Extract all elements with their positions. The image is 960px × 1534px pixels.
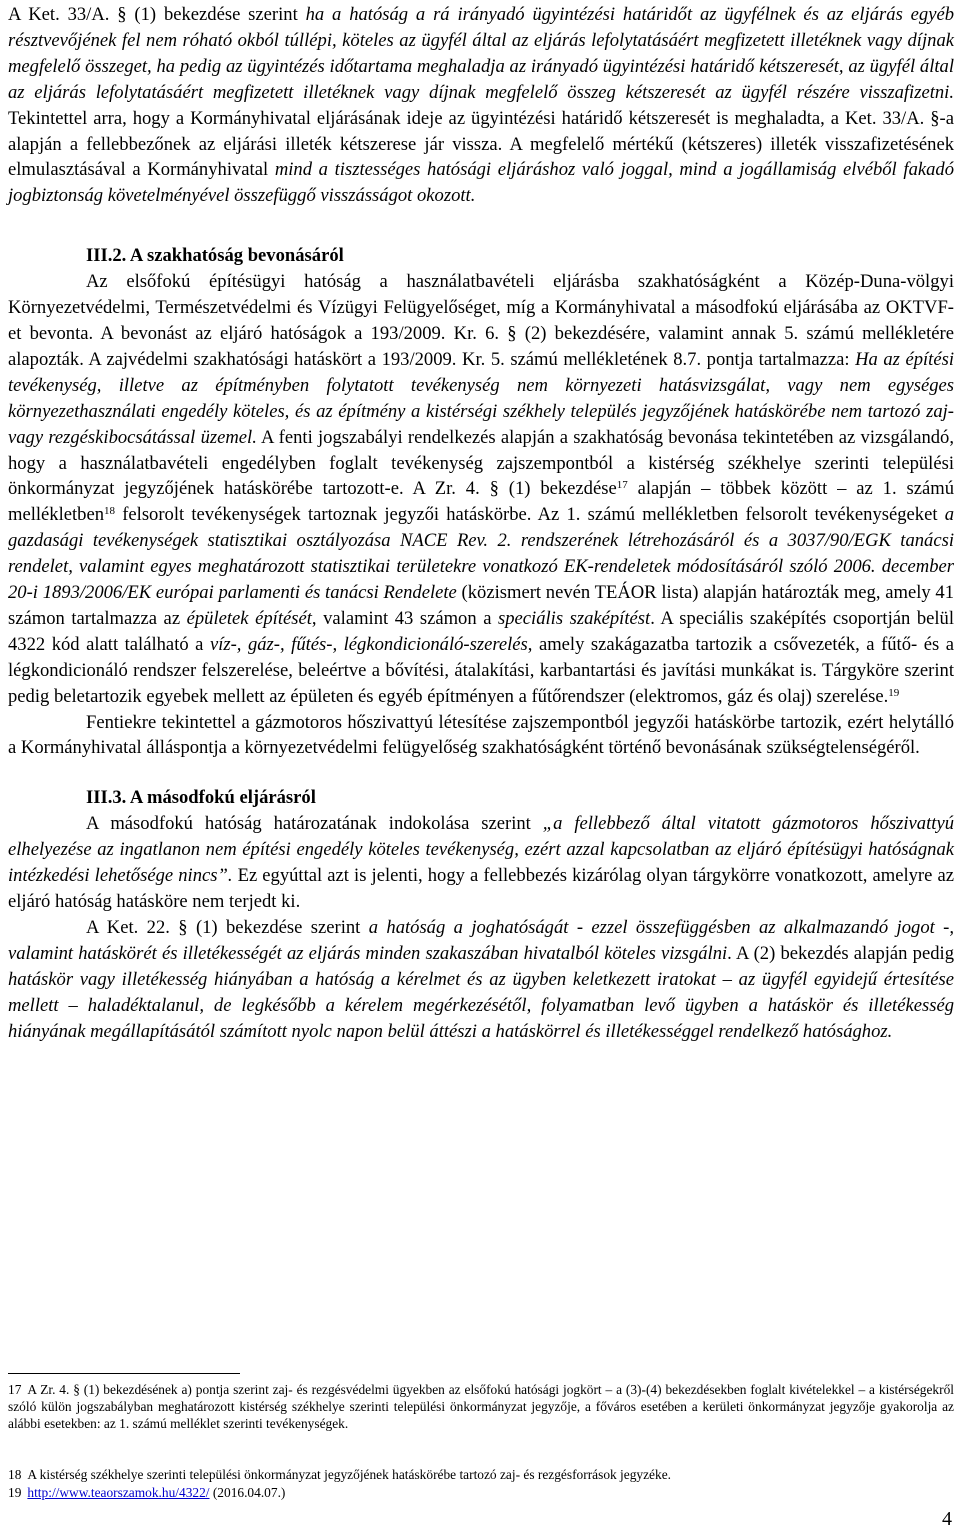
text-run: Az elsőfokú építésügyi hatóság a használatbavételi eljárásba szakhatóságként a Közép-Duna-völgyi Környezetvédelmi, Természetvédelmi és Vízügyi Felügyelőséget, míg a Kormányhivatal a másodfokú eljárásába az OKTVF-et bevonta. A bevonást az eljáró hatóságok a 193/2009. Kr. 6. § (2) bekezdésére, valamint annak 5. számú mellékletére alapozták. A zajvédelmi szakhatósági hatáskört a 193/2009. Kr. 5. számú mellékletének 8.7. pontja tartalmazza: bbox=[8, 271, 954, 370]
footnote-text: A kistérség székhelye szerinti települési önkormányzat jegyzőjének hatáskörébe tartozó zaj- és rezgésforrások jegyzéke. bbox=[27, 1467, 671, 1482]
quoted-law-text: a gazdasági tevékenységek statisztikai osztályozása NACE Rev. 2. rendszerének létrehozásáról és a 3037/90/EGK tanácsi rendelet, valamint egyes meghatározott statisztikai területekre vonatkozó EK-rendeletek módosításáról szóló 2006. december 20-i 1893/2006/EK európai parlamenti és tanácsi Rendelete bbox=[8, 504, 954, 604]
paragraph-ket-22 bbox=[8, 915, 954, 1045]
footnote-number: 17 bbox=[8, 1382, 22, 1397]
text-run: Ez egyúttal azt is jelenti, hogy a fellebbezés kizárólag olyan tárgykörre vonatkozott, amelyre az eljáró hatóság hatásköre nem terjedt ki. bbox=[8, 865, 954, 912]
text-run: alapján – többek között – az 1. számú mellékletben bbox=[8, 478, 954, 526]
text-run: , valamint 43 számon a bbox=[311, 607, 498, 629]
quoted-law-text: mind a tisztességes hatósági eljáráshoz való joggal, mind a jogállamiság elvéből fakadó jogbiztonság követelményével összefüggő visszásságot okozott. bbox=[8, 159, 955, 207]
paragraph-masodfoku bbox=[8, 811, 954, 915]
footnote-ref-18[interactable]: 18 bbox=[104, 505, 116, 518]
text-run: A Ket. 22. § (1) bekezdése szerint bbox=[86, 916, 369, 938]
footnote-18 bbox=[8, 1466, 954, 1483]
paragraph-szakhatosag bbox=[8, 269, 954, 709]
text-run: . A speciális szaképítés csoportján belül 4322 kód alatt található a bbox=[8, 607, 955, 655]
quoted-law-text: Ha az építési tevékenység, illetve az építményben folytatott tevékenység nem környezeti hatásvizsgálat, vagy nem egységes környezethasználati engedély köteles, és az építmény a kistérségi székhely település jegyzőjének hatáskörébe nem tartozó zaj- vagy rezgéskibocsátással üzemel. bbox=[8, 348, 954, 448]
footnote-date: (2016.04.07.) bbox=[209, 1485, 286, 1500]
footnote-text: A Zr. 4. § (1) bekezdésének a) pontja szerint zaj- és rezgésvédelmi ügyekben az elsőfokú hatósági jogkört – a (3)-(4) bekezdésekben foglalt kivételekkel – a kistérségekről szóló külön jogszabályban meghatározott kistérség székhelye szerinti települési önkormányzat jegyzője, a főváros esetében a kerületi önkormányzat jegyzője gyakorolja az alábbi esetekben: az 1. számú melléklet szerinti tevékenységek. bbox=[8, 1382, 954, 1432]
footnote-ref-17[interactable]: 17 bbox=[616, 479, 628, 492]
text-run: Tekintettel arra, hogy a Kormányhivatal eljárásának ideje az ügyintézési határidő kétszeresét is meghaladta, a Ket. 33/A. §-a alapján a fellebbezőnek az eljárási illeték kétszerese jár vissza. A megfelelő mértékű (kétszeres) illeték visszafizetésének elmulasztásával a Kormányhivatal bbox=[8, 107, 954, 181]
teaor-link[interactable]: http://www.teaorszamok.hu/4322/ bbox=[27, 1485, 210, 1500]
text-run: (közismert nevén TEÁOR lista) alapján határozták meg, amely 41 számon tartalmazza az bbox=[8, 582, 955, 629]
quoted-law-text: épületek építését bbox=[186, 607, 312, 629]
footnote-number: 19 bbox=[8, 1485, 22, 1500]
text-run: A másodfokú hatóság határozatának indokolása szerint bbox=[86, 813, 543, 835]
quoted-law-text: speciális szaképítést bbox=[498, 607, 651, 629]
text-run: A fenti jogszabályi rendelkezés alapján a szakhatóság bevonása tekintetében az vizsgálandó, hogy a használatbavételi engedélyben foglalt tevékenység zajszempontból a kistérség székhelye szerinti települési önkormányzat jegyzőjének hatáskörébe tartozott-e. A Zr. 4. § (1) bekezdése bbox=[8, 426, 954, 500]
text-run: felsorolt tevékenységek tartoznak jegyzői hatáskörbe. Az 1. számú mellékletben felsorolt tevékenységeket bbox=[115, 504, 945, 526]
text-run: A Ket. 33/A. § (1) bekezdése szerint bbox=[8, 4, 306, 25]
quoted-law-text: „a fellebbező által vitatott gázmotoros hőszivattyú elhelyezése az ingatlanon nem építési engedély köteles tevékenység, ezért azzal kapcsolatban az eljáró építésügyi hatóságnak intézkedési lehetősége nincs”. bbox=[8, 813, 954, 887]
text-run: . A (2) bekezdés alapján pedig bbox=[727, 942, 954, 964]
section-heading-iii-3: III.3. A másodfokú eljárásról bbox=[86, 787, 316, 809]
quoted-law-text: ha a hatóság a rá irányadó ügyintézési határidőt az ügyfélnek és az eljárás egyéb résztvevőjének fel nem róható okból túllépi, köteles az ügyfél által az eljárás lefolytatásáért megfizetett illetéknek vagy díjnak megfelelő összeget, ha pedig az ügyintézés időtartama meghaladja az irányadó ügyintézési határidő kétszeresét, az ügyfél által az eljárás lefolytatásáért megfizetett illetéknek vagy díjnak megfelelő összeg kétszeresét az ügyfél részére visszafizetni. bbox=[8, 4, 955, 103]
quoted-law-text: a hatóság a joghatóságát - ezzel összefüggésben az alkalmazandó jogot -, valamint hatáskörét és illetékességét az eljárás minden szakaszában hivatalból köteles vizsgálni bbox=[8, 916, 954, 964]
text-run: , amely szakágazatba tartozik a csővezeték, a fűtő- és a légkondicionáló rendszer felszerelése, beleértve a bővítési, átalakítási, karbantartási és javítási munkákat is. Tárgyköre szerint pedig beletartozik egyebek mellett az épületen és egyéb építményen a fűtőrendszer (elektromos, gáz és olaj) szerelése. bbox=[8, 633, 954, 707]
quoted-law-text: víz-, gáz-, fűtés-, légkondicionáló-szerelés bbox=[209, 633, 528, 655]
document-body bbox=[8, 2, 954, 1044]
footnote-17 bbox=[8, 1381, 954, 1433]
footnote-separator bbox=[8, 1373, 240, 1374]
footnote-ref-19[interactable]: 19 bbox=[888, 686, 900, 699]
footnote-number: 18 bbox=[8, 1467, 22, 1482]
section-heading-iii-2: III.2. A szakhatóság bevonásáról bbox=[86, 245, 344, 267]
footnote-19 bbox=[8, 1484, 954, 1501]
quoted-law-text: hatáskör vagy illetékesség hiányában a hatóság a kérelmet és az ügyben keletkezett iratokat – az ügyfél egyidejű értesítése mellett – haladéktalanul, de legkésőbb a kérelem megérkezésétől, folyamatban levő ügyben a hatáskör és illetékesség hiányának megállapításától számított nyolc napon belül áttészi a hatáskörrel és illetékességgel rendelkező hatósághoz. bbox=[8, 968, 954, 1042]
page-number: 4 bbox=[942, 1508, 952, 1530]
paragraph-ket-33a bbox=[8, 2, 954, 209]
paragraph-fentiekre: Fentiekre tekintettel a gázmotoros hőszivattyú létesítése zajszempontból jegyzői hatáskörbe tartozik, ezért helytálló a Kormányhivatal álláspontja a környezetvédelmi felügyelőség szakhatóságként történő bevonásának szükségtelenségéről. bbox=[8, 711, 954, 759]
